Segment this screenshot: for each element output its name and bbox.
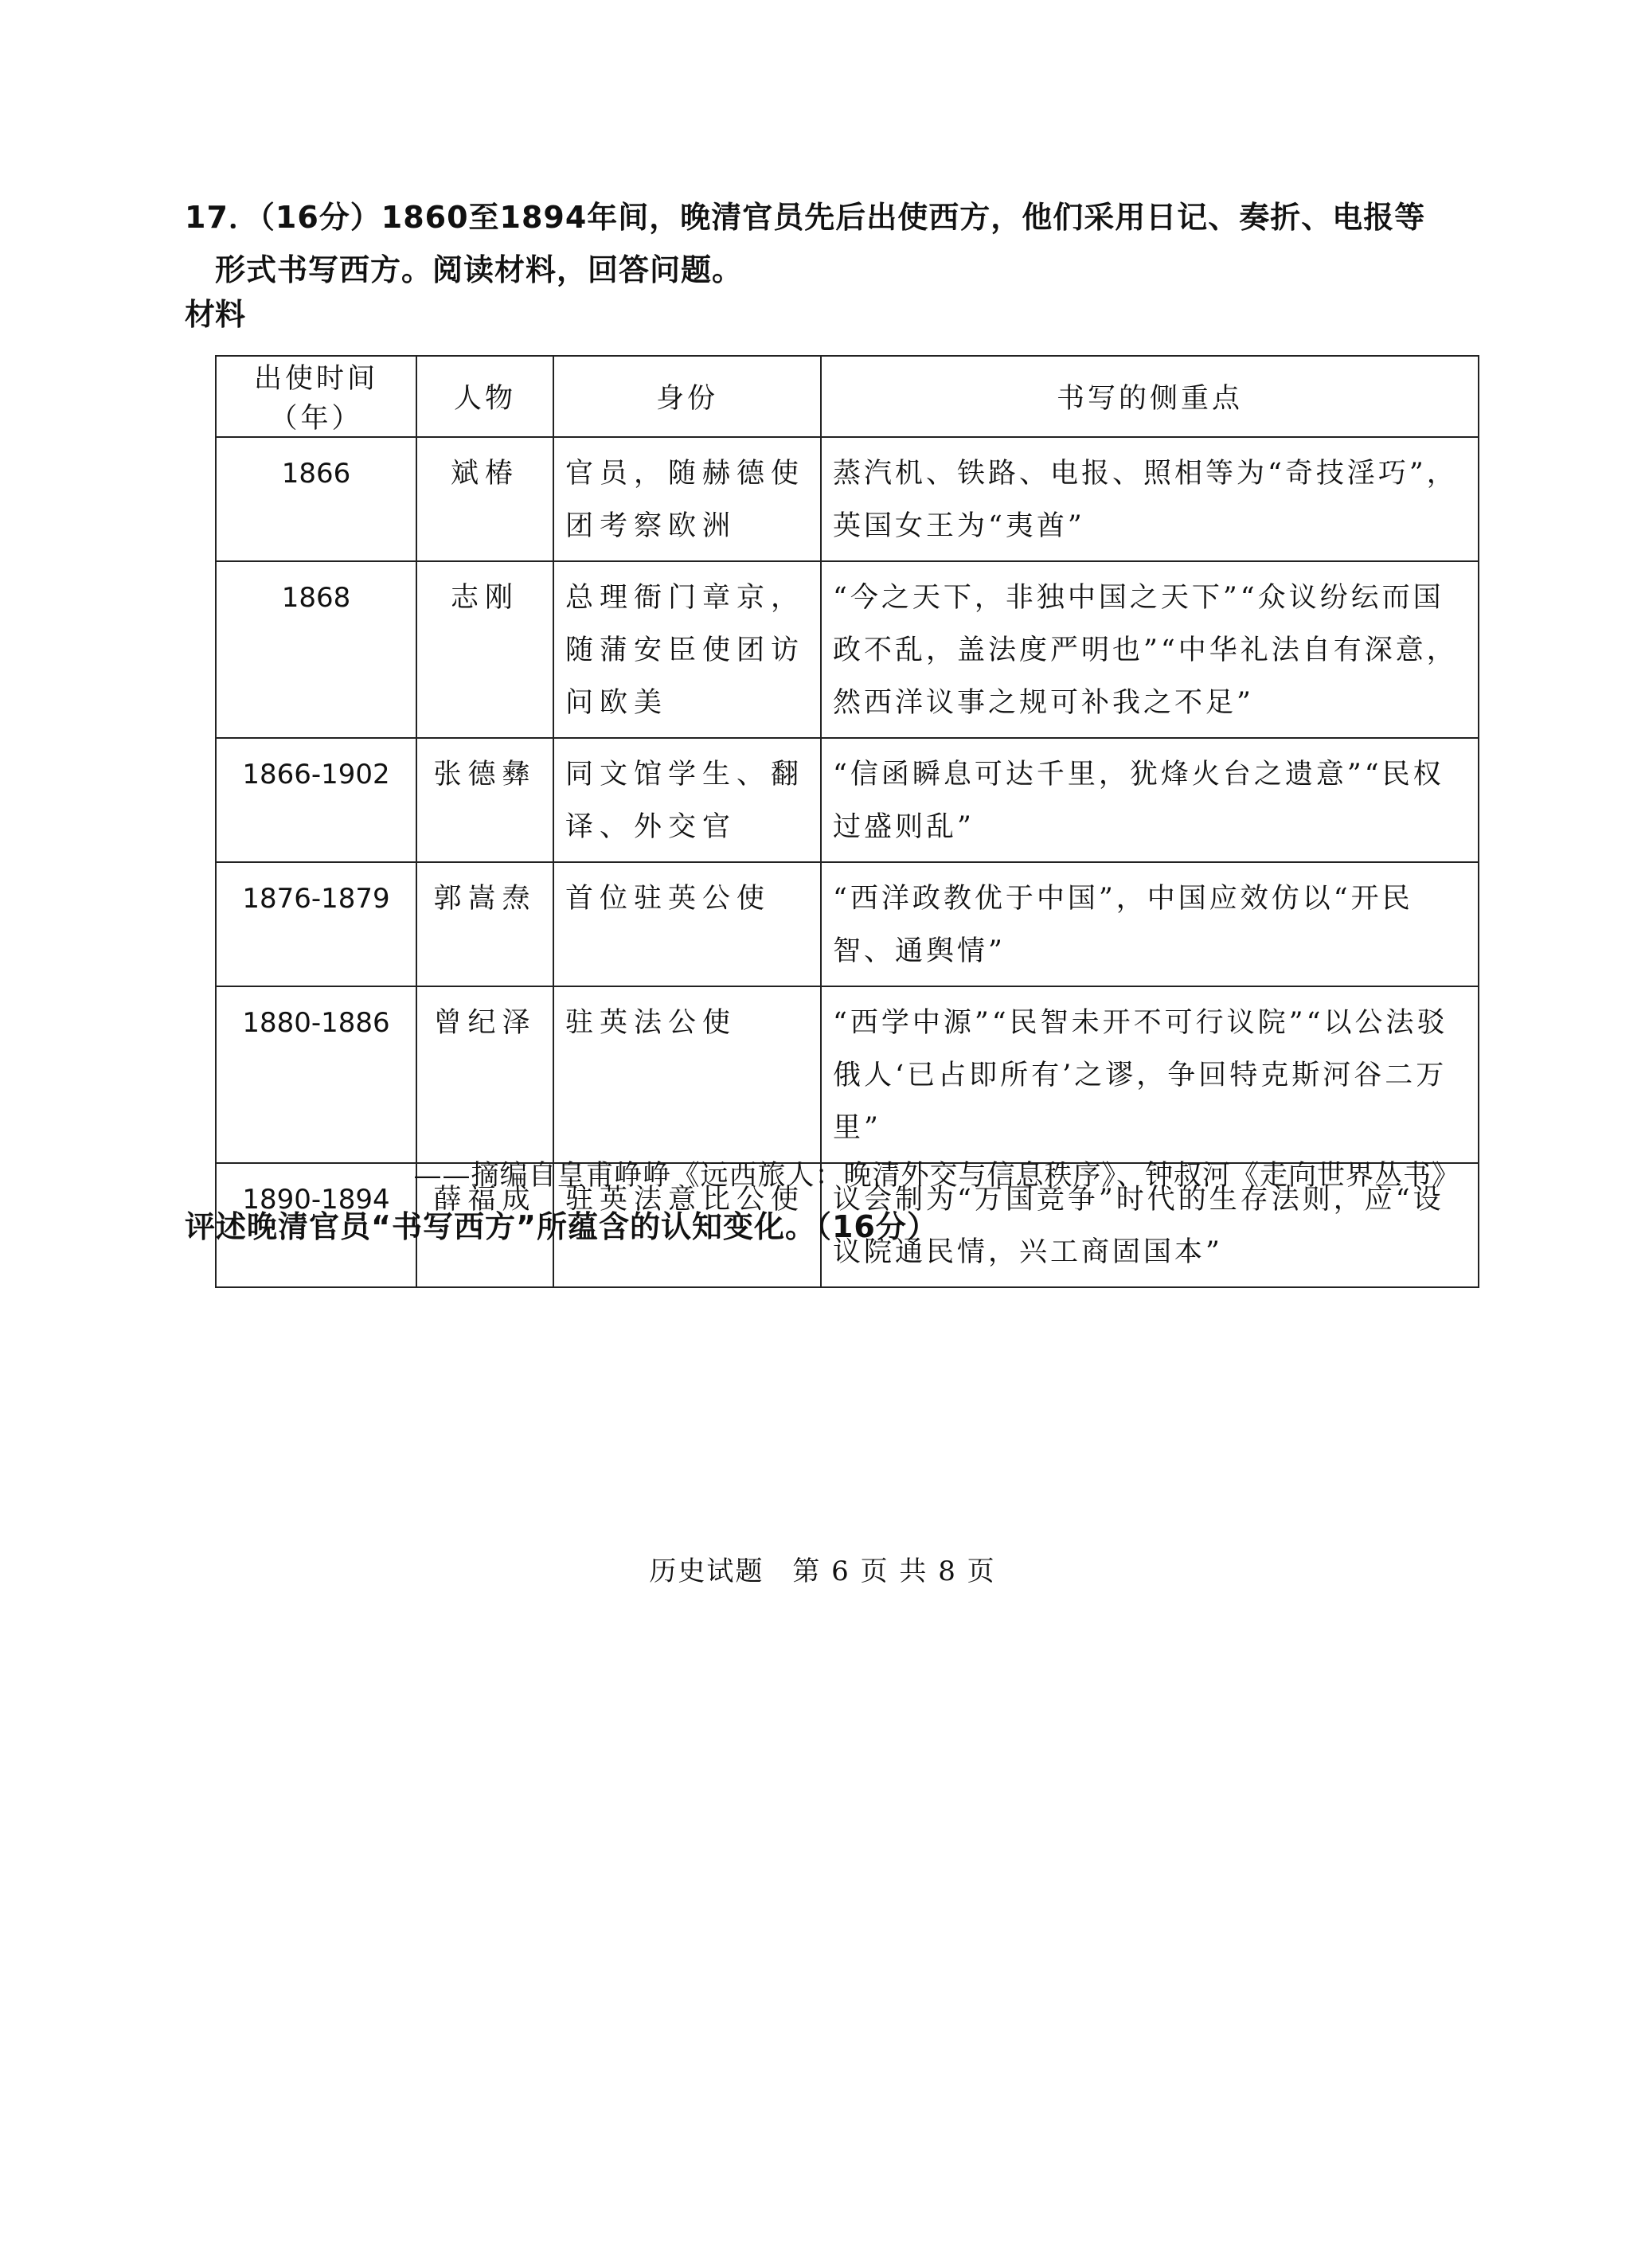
- cell-person: 斌椿: [416, 437, 553, 561]
- cell-person: 薛福成: [416, 1163, 553, 1287]
- cell-focus: 蒸汽机、铁路、电报、照相等为“奇技淫巧”，英国女王为“夷酋”: [821, 437, 1479, 561]
- cell-person: 志刚: [416, 561, 553, 738]
- header-time: 出使时间（年）: [216, 356, 416, 437]
- cell-role: 同文馆学生、翻译、外交官: [553, 738, 821, 862]
- question-stem: [185, 191, 1491, 296]
- cell-role: 驻英法公使: [553, 986, 821, 1163]
- cell-role: 驻英法意比公使: [553, 1163, 821, 1287]
- page-footer: 历史试题 第 6 页 共 8 页: [649, 1556, 996, 1587]
- cell-role: 首位驻英公使: [553, 862, 821, 986]
- cell-year: 1890-1894: [216, 1163, 416, 1287]
- cell-year: 1876-1879: [216, 862, 416, 986]
- header-focus: 书写的侧重点: [821, 356, 1479, 437]
- cell-year: 1880-1886: [216, 986, 416, 1163]
- header-role: 身份: [553, 356, 821, 437]
- table-row: [216, 862, 1479, 986]
- material-table: [215, 355, 1479, 1288]
- cell-person: 郭嵩焘: [416, 862, 553, 986]
- source-citation: ——摘编自皇甫峥峥《远西旅人：晚清外交与信息秩序》、钟叔河《走向世界丛书》: [413, 1160, 1460, 1192]
- cell-year: 1866-1902: [216, 738, 416, 862]
- question-prompt: 评述晚清官员“书写西方”所蕴含的认知变化。（16分）: [185, 1209, 938, 1244]
- cell-focus: “西学中源”“民智未开不可行议院”“以公法驳俄人‘已占即所有’之谬，争回特克斯河谷二万里”: [821, 986, 1479, 1163]
- table-row: [216, 561, 1479, 738]
- cell-focus: “今之天下，非独中国之天下”“众议纷纭而国政不乱，盖法度严明也”“中华礼法自有深意，然西洋议事之规可补我之不足”: [821, 561, 1479, 738]
- cell-focus: “西洋政教优于中国”，中国应效仿以“开民智、通舆情”: [821, 862, 1479, 986]
- table-header-row: [216, 356, 1479, 437]
- cell-role: 总理衙门章京，随蒲安臣使团访问欧美: [553, 561, 821, 738]
- question-line-2: 形式书写西方。阅读材料，回答问题。: [215, 252, 744, 287]
- cell-person: 张德彝: [416, 738, 553, 862]
- table-row: [216, 986, 1479, 1163]
- question-line-1: 17．（16分）1860至1894年间，晚清官员先后出使西方，他们采用日记、奏折、电报等: [185, 200, 1426, 235]
- header-person: 人物: [416, 356, 553, 437]
- cell-year: 1868: [216, 561, 416, 738]
- cell-year: 1866: [216, 437, 416, 561]
- table-row: [216, 738, 1479, 862]
- cell-role: 官员，随赫德使团考察欧洲: [553, 437, 821, 561]
- material-label: 材料: [185, 297, 246, 332]
- cell-focus: “信函瞬息可达千里，犹烽火台之遗意”“民权过盛则乱”: [821, 738, 1479, 862]
- cell-person: 曾纪泽: [416, 986, 553, 1163]
- cell-focus: 议会制为“万国竞争”时代的生存法则，应“设议院通民情，兴工商固国本”: [821, 1163, 1479, 1287]
- table-row: [216, 437, 1479, 561]
